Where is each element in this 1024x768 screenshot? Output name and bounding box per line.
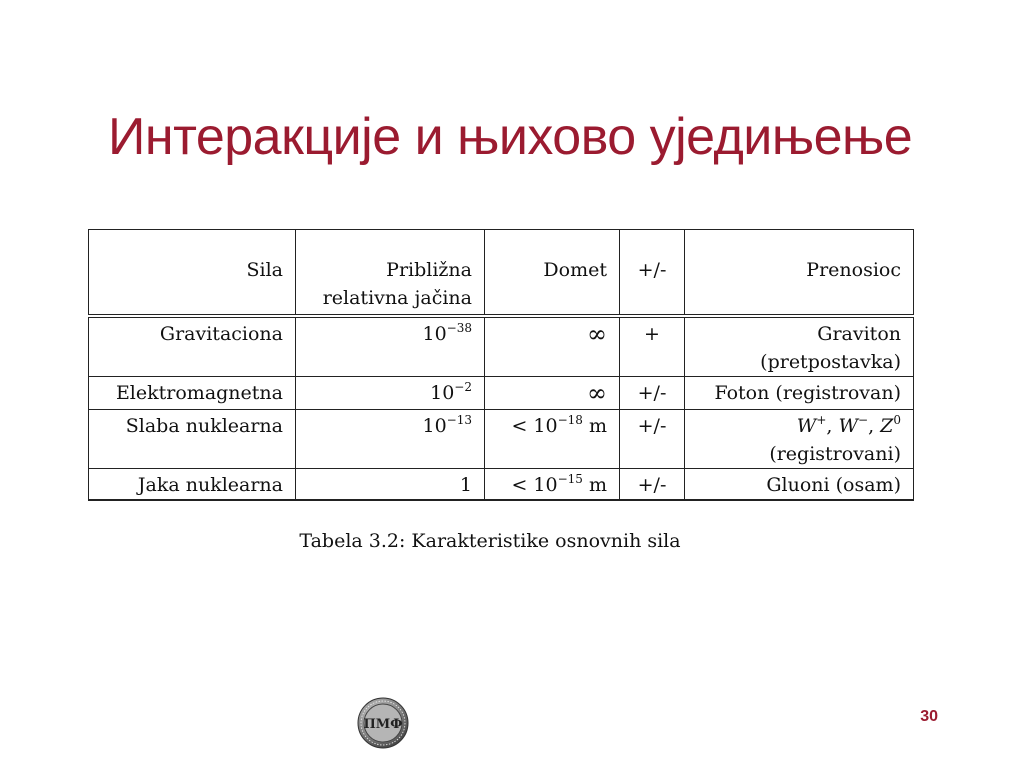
prenosioc-line2: (registrovani) [769,443,901,465]
header-pm [620,230,685,317]
sila-label: Gravitaciona [159,323,283,345]
cell-pm [620,377,685,410]
cell-domet [485,469,620,501]
header-pm-label: +/- [637,259,667,281]
university-seal-icon [357,697,409,749]
prenosioc-line1: Gluoni (osam) [766,474,901,496]
prenosioc-line1: Graviton [817,323,901,345]
cell-prenosioc [685,316,914,377]
domet-value: ∞ [587,379,607,407]
forces-table-container [88,229,914,501]
jacina-value: 1 [459,474,472,496]
cell-pm [620,410,685,469]
domet-exponent: −18 [557,413,583,427]
domet-exponent: −15 [557,472,583,486]
header-jacina [296,230,485,317]
table-row [89,410,914,469]
pm-value: +/- [637,415,667,437]
table-row [89,316,914,377]
cell-jacina [296,377,485,410]
w-plus-charge: + [816,413,827,427]
page-number: 30 [920,708,938,725]
cell-sila [89,410,296,469]
cell-pm [620,316,685,377]
w-boson-symbol: W [796,415,817,437]
cell-jacina [296,469,485,501]
table-caption: Tabela 3.2: Karakteristike osnovnih sila [299,530,681,552]
header-domet-label: Domet [543,259,607,281]
header-jacina-line1: Približna [386,259,472,281]
w-boson-symbol: W [838,415,858,437]
cell-prenosioc [685,469,914,501]
z-charge: 0 [893,413,901,427]
w-minus-charge: − [858,413,869,427]
header-domet [485,230,620,317]
cell-pm [620,469,685,501]
pm-value: + [644,323,660,345]
table-row [89,377,914,410]
slide-title: Интеракције и њихово уједињење [108,108,913,166]
z-boson-symbol: Z [880,415,894,437]
jacina-base: 10 [422,323,447,345]
cell-prenosioc [685,377,914,410]
sila-label: Slaba nuklearna [125,415,283,437]
header-prenosioc-label: Prenosioc [806,259,901,281]
header-sila [89,230,296,317]
cell-jacina [296,410,485,469]
jacina-exponent: −38 [446,321,472,335]
header-sila-label: Sila [246,259,283,281]
table-header-row [89,230,914,317]
seal-inner-text: ПМФ [363,717,403,732]
domet-unit: m [588,474,607,496]
cell-sila [89,316,296,377]
prenosioc-line2: (pretpostavka) [760,351,901,373]
domet-prefix: < 10 [511,474,558,496]
domet-unit: m [588,415,607,437]
prenosioc-line1: Foton (registrovan) [714,382,901,404]
domet-prefix: < 10 [511,415,558,437]
cell-domet [485,410,620,469]
jacina-exponent: −2 [454,380,472,394]
pm-value: +/- [637,382,667,404]
jacina-base: 10 [422,415,447,437]
jacina-exponent: −13 [446,413,472,427]
header-jacina-line2: relativna jačina [322,287,472,309]
domet-value: ∞ [587,320,607,348]
forces-table [88,229,914,501]
pm-value: +/- [637,474,667,496]
table-row [89,469,914,501]
jacina-base: 10 [430,382,455,404]
cell-sila [89,377,296,410]
cell-domet [485,316,620,377]
sila-label: Elektromagnetna [115,382,283,404]
cell-domet [485,377,620,410]
cell-prenosioc [685,410,914,469]
header-prenosioc [685,230,914,317]
sila-label: Jaka nuklearna [137,474,283,496]
cell-sila [89,469,296,501]
prenosioc-bosons: W+, W−, $Z^0$ [796,413,901,437]
cell-jacina [296,316,485,377]
